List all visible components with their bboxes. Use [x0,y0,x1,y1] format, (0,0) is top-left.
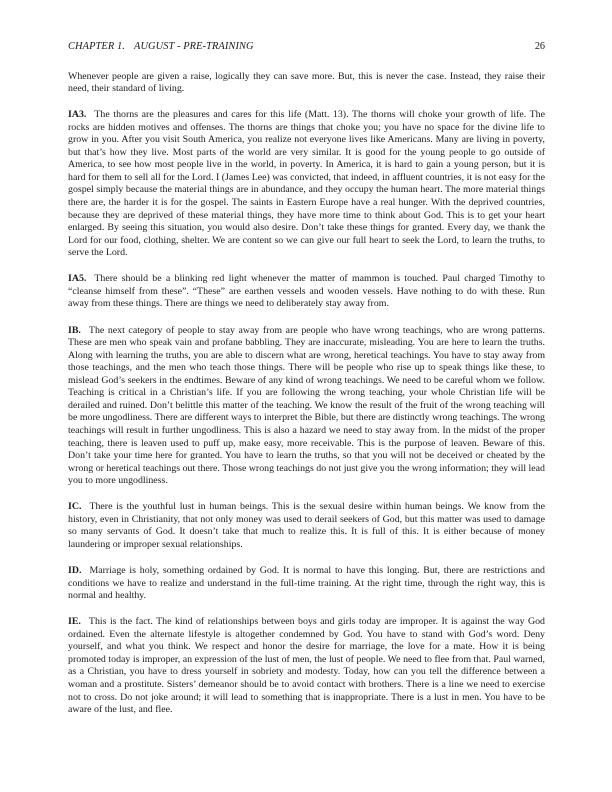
paragraph-text: There is the youthful lust in human beings. This is the sexual desire within human beings. We know from the history, even in Christianity, that not only money was used to derail seekers of God, but this matter was used to damage so many servants of God. It doesn’t take that much to realize this. It is full of this. It is either because of money laundering or improper sexual relationships. [68,501,545,550]
paragraph-text: The next category of people to stay away from are people who have wrong teachings, who are wrong patterns. These are men who speak vain and profane babbling. They are inaccurate, misleading. You are here to learn the truths. Along with learning the truths, you are able to discern what are wrong, heretical teachings. You have to stay away from those teachings, and the men who teach those things. There will be people who rise up to speak things like these, to mislead God’s seekers in the endtimes. Beware of any kind of wrong teachings. We need to be careful whom we follow. Teaching is critical in a Christian’s life. If you are following the wrong teaching, your whole Christian life will be derailed and ruined. Don’t belittle this matter of the teaching. We know the result of the fruit of the wrong teaching will be more ungodliness. There are different ways to interpret the Bible, but there are distinctly wrong teachings. The wrong teachings will result in further ungodliness. This is also a hazard we need to stay away from. In the midst of the proper teaching, there is leaven used to puff up, make easy, more receivable. This is the purpose of leaven. Beware of this. Don’t take your time here for granted. You have to learn the truths, so that you will not be deceived or cheated by the wrong or heretical teachings out there. Those wrong teachings do not just give you the wrong information; they will lead you to more ungodliness. [68,324,545,487]
paragraph-id [68,565,545,603]
paragraph-label: ID. [68,565,82,577]
chapter-heading [68,41,254,52]
paragraph-intro [68,71,545,96]
paragraph-ie [68,616,545,716]
paragraph-text: This is the fact. The kind of relationships between boys and girls today are improper. It is against the way God ordained. Even the alternate lifestyle is altogether condemned by God. You have to stand with God’s word. Deny yourself, and what you think. We respect and honor the desire for marriage, the love for a mate. How it is being promoted today is improper, an expression of the lust of men, the lust of people. We need to flee from that. Paul warned, as a Christian, you have to dress yourself in sobriety and modesty. Today, how can you tell the difference between a woman and a prostitute. Sisters’ demeanor should be to avoid contact with brothers. There is a line we need to exercise not to cross. Do not joke around; it will lead to something that is inappropriate. There is a lust in men. You have to be aware of the lust, and flee. [68,616,545,716]
page-header [68,41,545,52]
page-number: 26 [534,41,545,52]
paragraph-text: Marriage is holy, something ordained by God. It is normal to have this longing. But, there are restrictions and conditions we have to realize and understand in the full-time training. At the right time, through the right way, this is normal and healthy. [68,565,545,602]
paragraph-label: IB. [68,324,81,336]
paragraph-ia3 [68,109,545,260]
chapter-number: CHAPTER 1. [68,41,125,52]
paragraph-text: The thorns are the pleasures and cares for this life (Matt. 13). The thorns will choke your growth of life. The rocks are hidden motives and offenses. The thorns are things that choke you; you have no space for the divine life to grow in you. After you visit South America, you realize not everyone lives like Americans. Many are living in poverty, but that’s how they live. Most parts of the world are very similar. It is good for the young people to go outside of America, to see how most people live in the world, in poverty. In America, it is hard to gain a young person, but it is hard for them to sell all for the Lord. I (James Lee) was convicted, that indeed, in affluent countries, it is not easy for the gospel simply because the material things are in abundance, and they occupy the human heart. The more material things there are, the harder it is for the gospel. The saints in Eastern Europe have a real hunger. With the deprived countries, because they are deprived of these material things, they have more time to think about God. This is to get your heart enlarged. By seeing this situation, you would also desire. Don’t take these things for granted. Every day, we thank the Lord for our food, clothing, shelter. We are content so we can give our full heart to seek the Lord, to learn the truths, to serve the Lord. [68,109,545,259]
paragraph-label: IA3. [68,109,87,121]
paragraph-ic [68,501,545,551]
body-text [68,71,545,717]
paragraph-text: There should be a blinking red light whenever the matter of mammon is touched. Paul charged Timothy to “cleanse himself from these”. “These” are earthen vessels and wooden vessels. Have nothing to do with these. Run away from these things. There are things we need to deliberately stay away from. [68,273,545,310]
paragraph-label: IA5. [68,273,87,285]
paragraph-label: IC. [68,501,82,513]
paragraph-text: Whenever people are given a raise, logically they can save more. But, this is never the case. Instead, they raise their need, their standard of living. [68,70,545,95]
paragraph-ib [68,325,545,488]
paragraph-ia5 [68,273,545,311]
chapter-title: AUGUST - PRE-TRAINING [134,41,254,52]
paragraph-label: IE. [68,616,81,628]
